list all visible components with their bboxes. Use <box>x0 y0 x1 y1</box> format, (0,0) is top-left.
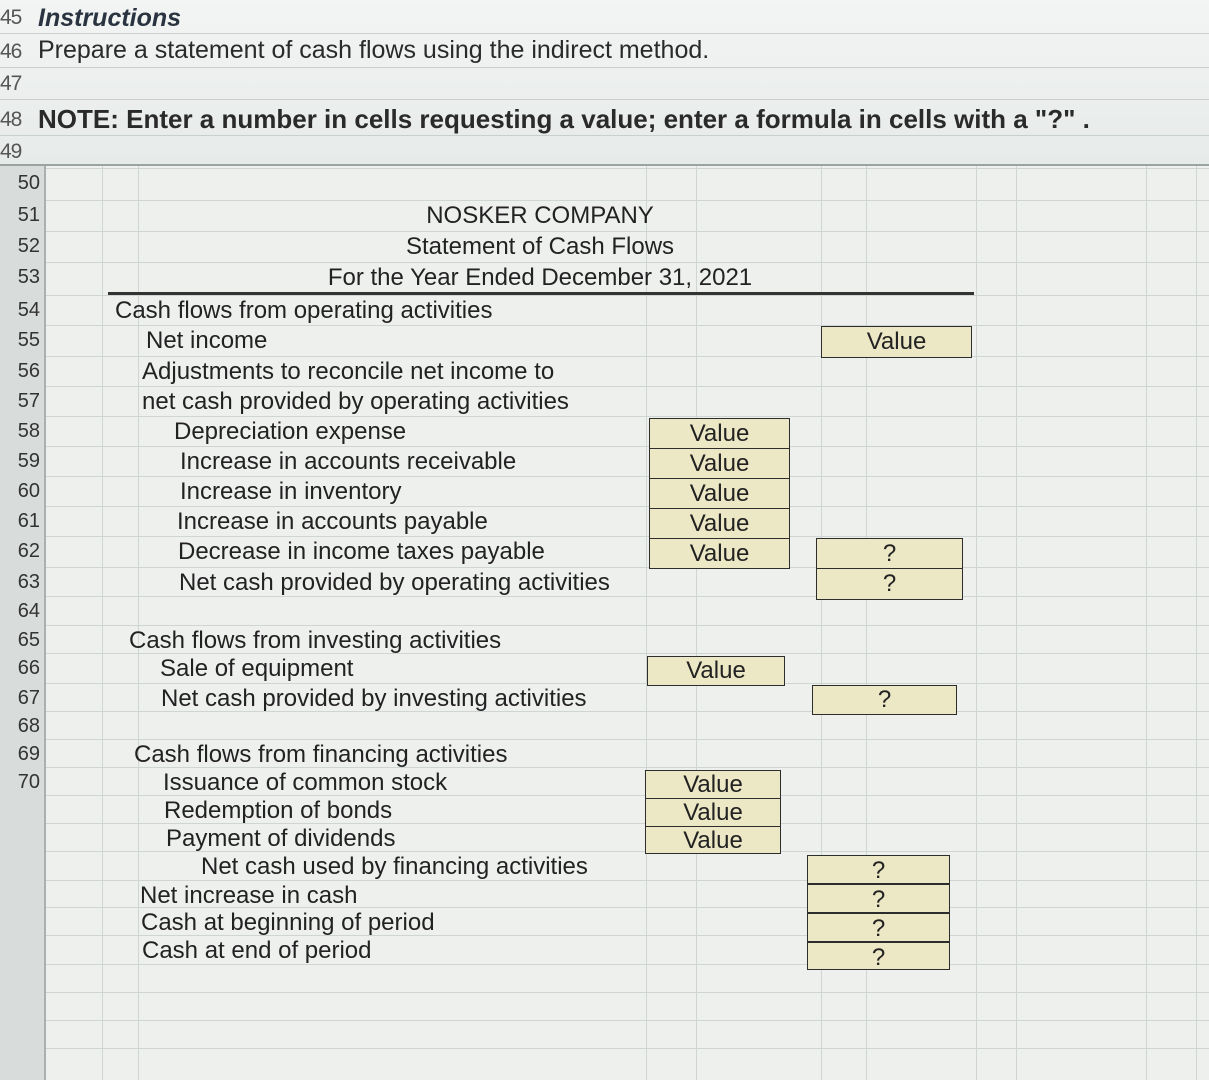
grid-row-line <box>46 739 1209 740</box>
net-financing-label: Net cash used by financing activities <box>201 853 588 880</box>
company-name: NOSKER COMPANY <box>426 202 654 229</box>
row-number-62: 62 <box>17 540 40 562</box>
increase-inventory-label: Increase in inventory <box>180 478 402 505</box>
grid-column-line <box>102 166 103 1080</box>
cash-beginning-label: Cash at beginning of period <box>141 909 435 936</box>
grid-row-line <box>46 625 1209 626</box>
instructions-band <box>0 0 1209 166</box>
grid-row-line <box>46 1048 1209 1049</box>
financing-value-cells <box>645 770 781 854</box>
title-underline <box>108 292 974 295</box>
grid-row-line <box>46 262 1209 263</box>
grid-row-line <box>46 325 1209 326</box>
row-number-70: 70 <box>17 771 40 793</box>
statement-title: Statement of Cash Flows <box>405 233 675 260</box>
payment-dividends-label: Payment of dividends <box>166 825 396 852</box>
decrease-taxes-value-cell[interactable]: Value <box>689 540 750 567</box>
grid-row-line <box>46 295 1209 296</box>
increase-ar-value-cell[interactable]: Value <box>650 449 789 479</box>
sale-equipment-label: Sale of equipment <box>160 655 354 682</box>
financing-header: Cash flows from financing activities <box>134 741 508 768</box>
net-operating-formula-cell[interactable]: ? <box>882 570 897 597</box>
row-number-68: 68 <box>17 715 40 737</box>
grid-row-line <box>46 506 1209 507</box>
grid-row-line <box>46 231 1209 232</box>
grid-row-line <box>46 567 1209 568</box>
increase-ar-label: Increase in accounts receivable <box>180 448 517 475</box>
row-number-gutter <box>0 166 46 1080</box>
redemption-bonds-value-cell[interactable]: Value <box>646 799 780 827</box>
row-number-63: 63 <box>17 571 40 593</box>
row-number-47: 47 <box>0 72 22 95</box>
row-number-52: 52 <box>17 235 40 257</box>
row-number-55: 55 <box>17 329 40 351</box>
grid-row-line <box>46 446 1209 447</box>
increase-inventory-value-cell[interactable]: Value <box>650 479 789 509</box>
row-number-64: 64 <box>17 600 40 622</box>
increase-ap-label: Increase in accounts payable <box>177 508 488 535</box>
grid-column-line <box>1146 166 1147 1080</box>
instructions-title: Instructions <box>38 4 182 32</box>
net-investing-label: Net cash provided by investing activities <box>161 685 587 712</box>
net-financing-formula-cell[interactable]: ? <box>808 856 949 885</box>
row-number-54: 54 <box>17 299 40 321</box>
operating-total-cells <box>816 538 963 600</box>
net-increase-formula-cell[interactable]: ? <box>808 885 949 914</box>
row-number-66: 66 <box>17 657 40 679</box>
net-investing-formula-cell[interactable]: ? <box>812 685 957 715</box>
grid-row-line <box>46 536 1209 537</box>
row-number-57: 57 <box>17 390 40 412</box>
adjustments-label-1: Adjustments to reconcile net income to <box>142 358 555 385</box>
payment-dividends-value-cell[interactable]: Value <box>683 827 743 854</box>
grid-row-line <box>46 476 1209 477</box>
issuance-stock-value-cell[interactable]: Value <box>646 771 780 799</box>
row-number-48: 48 <box>0 108 22 131</box>
cash-summary-cells <box>807 855 950 970</box>
row-number-65: 65 <box>17 629 40 651</box>
sale-equipment-value-cell[interactable]: Value <box>647 656 785 686</box>
grid-column-line <box>976 166 977 1080</box>
decrease-taxes-label: Decrease in income taxes payable <box>178 538 545 565</box>
grid-column-line <box>1016 166 1017 1080</box>
grid-row-line <box>46 200 1209 201</box>
grid-column-line <box>646 166 647 1080</box>
row-number-53: 53 <box>17 266 40 288</box>
issuance-stock-label: Issuance of common stock <box>163 769 448 796</box>
net-income-value-cell[interactable]: Value <box>821 326 972 358</box>
cash-end-formula-cell[interactable]: ? <box>871 944 886 971</box>
row-number-45: 45 <box>0 6 22 29</box>
redemption-bonds-label: Redemption of bonds <box>164 797 393 824</box>
net-increase-label: Net increase in cash <box>140 882 358 909</box>
grid-row-line <box>46 386 1209 387</box>
row-number-60: 60 <box>17 480 40 502</box>
grid-row-line <box>46 992 1209 993</box>
note-text: NOTE: Enter a number in cells requesting a value; enter a formula in cells with a "?" . <box>38 104 1090 134</box>
cash-end-label: Cash at end of period <box>142 937 372 964</box>
grid-row-line <box>46 168 1209 169</box>
investing-header: Cash flows from investing activities <box>129 627 502 654</box>
row-number-56: 56 <box>17 360 40 382</box>
grid-row-line <box>46 683 1209 684</box>
cash-beginning-formula-cell[interactable]: ? <box>808 914 949 943</box>
adjustments-total-formula-cell[interactable]: ? <box>817 539 962 569</box>
row-number-58: 58 <box>17 420 40 442</box>
operating-header: Cash flows from operating activities <box>115 297 493 324</box>
adjustments-value-cells <box>649 418 790 569</box>
net-operating-label: Net cash provided by operating activities <box>179 569 610 596</box>
grid-row-line <box>46 1020 1209 1021</box>
row-number-49: 49 <box>0 140 22 163</box>
row-number-50: 50 <box>17 172 40 194</box>
row-number-69: 69 <box>17 743 40 765</box>
increase-ap-value-cell[interactable]: Value <box>650 509 789 539</box>
grid-column-line <box>696 166 697 1080</box>
grid-row-line <box>46 356 1209 357</box>
row-number-61: 61 <box>17 510 40 532</box>
adjustments-label-2: net cash provided by operating activities <box>142 388 569 415</box>
row-number-67: 67 <box>17 687 40 709</box>
row-number-59: 59 <box>17 450 40 472</box>
row-number-46: 46 <box>0 40 22 63</box>
instructions-text: Prepare a statement of cash flows using the indirect method. <box>38 36 710 64</box>
row-number-51: 51 <box>17 204 40 226</box>
net-income-label: Net income <box>146 327 268 354</box>
grid-column-line <box>1196 166 1197 1080</box>
depreciation-value-cell[interactable]: Value <box>650 419 789 449</box>
statement-period: For the Year Ended December 31, 2021 <box>327 264 753 291</box>
grid-row-line <box>46 416 1209 417</box>
depreciation-label: Depreciation expense <box>174 418 407 445</box>
